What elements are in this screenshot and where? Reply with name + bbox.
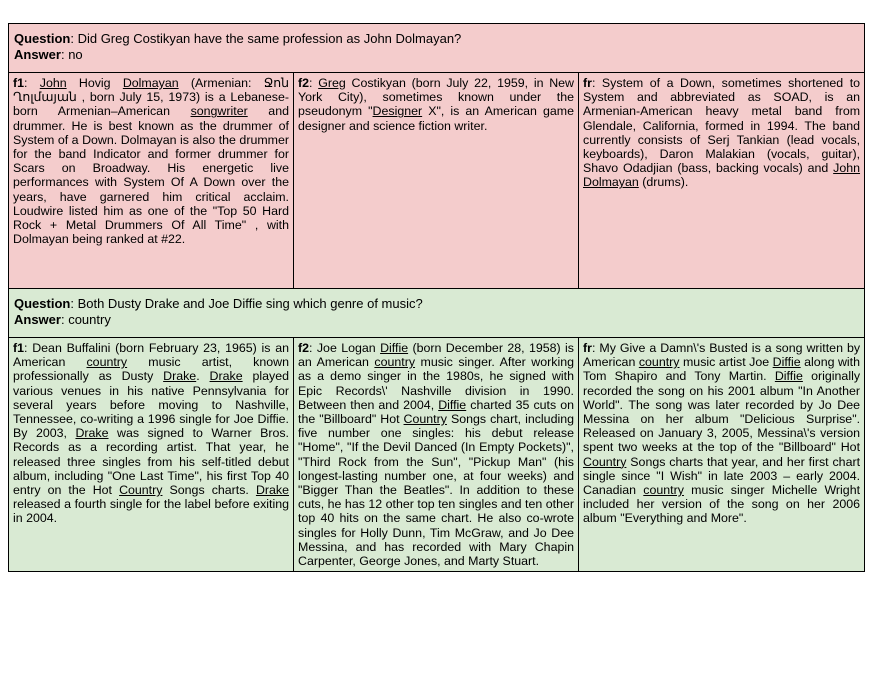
- linked-term: Diffie: [438, 397, 467, 412]
- qa-examples-table: [8, 23, 865, 572]
- fact-text: [583, 341, 860, 525]
- example-2-facts-row: [9, 338, 865, 572]
- fact-text-run: .: [196, 369, 210, 384]
- fact-text-run: and drummer. He is best known as the drummer of System of a Down. Dolmayan is also the drummer for the band Indicator and former drummer for Scars on Broadway. His energetic live performances with System Of A Down over the years, have garnered him critical acclaim. Loudwire listed him as one of the "Top 50 Hard Rock + Metal Drummers Of All Time" , with Dolmayan being ranked at #22.: [13, 104, 289, 247]
- fact-text-run: played various venues in his native Pennsylvania for several years before moving to Nashville, Tennessee, co-writing a 1996 single for Joe Diffie. By 2003,: [13, 369, 289, 441]
- linked-term: Country: [119, 483, 163, 498]
- fact-text: [583, 76, 860, 189]
- fact-text-run: :: [24, 76, 40, 90]
- linked-term: Drake: [209, 369, 243, 384]
- fact-text-run: (Armenian: Ջոն Ղոլմայան , born July 15, 1973) is a Lebanese-born Armenian–American: [13, 76, 289, 119]
- question-label: Question: [14, 31, 71, 46]
- fact-cell: [294, 338, 579, 572]
- linked-term: songwriter: [190, 104, 248, 119]
- qa-examples-figure: [8, 23, 864, 572]
- fact-text-run: (drums).: [638, 175, 689, 190]
- linked-term: country: [643, 483, 684, 498]
- fact-label: f1: [13, 76, 25, 90]
- fact-label: fr: [583, 341, 592, 355]
- answer-label: Answer: [14, 47, 61, 62]
- example-2-question-cell: Question: Both Dusty Drake and Joe Diffie sing which genre of music? Answer: country: [9, 289, 865, 338]
- fact-text: [298, 76, 574, 133]
- fact-cell: [579, 338, 865, 572]
- question-text: Both Dusty Drake and Joe Diffie sing which genre of music?: [77, 296, 423, 311]
- fact-text-run: released a fourth single for the label before exiting in 2004.: [13, 497, 289, 526]
- fact-text-run: Hovig: [66, 76, 123, 90]
- fact-text-run: was signed to Warner Bros. Records as a recording artist. That year, he released three singles from his self-titled debut album, including "One Last Time", his first Top 40 entry on the Hot: [13, 426, 289, 498]
- example-1-question-cell: Question: Did Greg Costikyan have the same profession as John Dolmayan? Answer: no: [9, 24, 865, 73]
- fact-text: [13, 341, 289, 525]
- fact-text-run: Songs chart, including five number one singles: his debut release "Home", "If the Devil Danced (In Empty Pockets)", "Third Rock from the Sun", "Pickup Man" (his longest-lasting number one, at four weeks) and "Bigger Than the Beatles". In addition to these cuts, he has 12 other top ten singles and ten other top 40 hits on the same chart. He also co-wrote singles for Holly Dunn, Tim McGraw, and Jo Dee Messina, and has recorded with Mary Chapin Carpenter, George Jones, and Marty Stuart.: [298, 412, 574, 569]
- fact-label: f2: [298, 341, 310, 355]
- fact-text-run: music artist, known professionally as Dusty: [13, 355, 290, 384]
- fact-cell: [9, 73, 294, 289]
- fact-text-run: music singer. After working as a demo singer in the 1980s, he signed with Epic Records\' Nashville division in 1990. Between then and 2004,: [298, 355, 574, 412]
- linked-term: country: [86, 355, 128, 370]
- fact-text-run: (born December 28, 1958) is an American: [298, 341, 574, 370]
- linked-term: Designer: [372, 104, 423, 119]
- fact-text-run: : System of a Down, sometimes shortened to System and abbreviated as SOAD, is an Armenian-American heavy metal band from Glendale, California, formed in 1994. The band currently consists of Serj Tankian (lead vocals, keyboards), Daron Malakian (vocals, guitar), Shavo Odadjian (bass, backing vocals) and: [583, 76, 861, 176]
- example-1-question-row: [9, 24, 865, 73]
- fact-cell: [294, 73, 579, 289]
- fact-text-run: Costikyan (born July 22, 1959, in New York City), sometimes known under the pseudonym ": [298, 76, 574, 119]
- example-1-facts-row: [9, 73, 865, 289]
- linked-term: Diffie: [774, 369, 803, 384]
- fact-label: f2: [298, 76, 310, 90]
- linked-term: Diffie: [380, 341, 409, 355]
- linked-term: Drake: [75, 426, 109, 441]
- linked-term: Country: [583, 454, 627, 469]
- fact-text-run: Songs charts that year, and her first chart single since "I Wish" in late 2003 – early 2004. Canadian: [583, 454, 861, 498]
- fact-text-run: Songs charts.: [162, 483, 256, 498]
- fact-text-run: originally recorded the song on his 2001 album "In Another World". The song was later recorded by Jo Dee Messina on her album "Delicious Surprise". Released on January 3, 2005, Messina\'s version spent two weeks at the top of the "Billboard" Hot: [583, 369, 861, 455]
- fact-cell: [9, 338, 294, 572]
- fact-text-run: : Dean Buffalini (born February 23, 1965) is an American: [13, 341, 289, 370]
- fact-text: [298, 341, 574, 568]
- fact-text-run: : My Give a Damn\'s Busted is a song written by American: [583, 341, 861, 370]
- linked-term: Drake: [163, 369, 197, 384]
- linked-term: country: [638, 355, 680, 370]
- linked-term: John: [39, 76, 67, 90]
- answer-text: country: [68, 312, 111, 327]
- fact-text-run: music singer Michelle Wright included her version of the song on her 2006 album "Everything and More".: [583, 483, 861, 526]
- fact-label: fr: [583, 76, 592, 90]
- question-text: Did Greg Costikyan have the same profession as John Dolmayan?: [77, 31, 462, 46]
- fact-text-run: :: [309, 76, 319, 90]
- linked-term: Diffie: [772, 355, 801, 370]
- linked-term: Greg: [318, 76, 346, 90]
- question-label: Question: [14, 296, 71, 311]
- example-2-question-row: [9, 289, 865, 338]
- fact-label: f1: [13, 341, 25, 355]
- linked-term: Drake: [255, 483, 289, 498]
- linked-term: John Dolmayan: [583, 161, 861, 190]
- fact-text-run: along with Tom Shapiro and Tony Martin.: [583, 355, 861, 384]
- fact-text-run: : Joe Logan: [309, 341, 381, 355]
- fact-text: [13, 76, 289, 246]
- linked-term: country: [374, 355, 416, 370]
- linked-term: Dolmayan: [122, 76, 179, 90]
- answer-text: no: [68, 47, 83, 62]
- fact-text-run: charted 35 cuts on the "Billboard" Hot: [298, 397, 574, 427]
- linked-term: Country: [403, 412, 447, 427]
- answer-label: Answer: [14, 312, 61, 327]
- fact-text-run: music artist Joe: [679, 355, 773, 370]
- fact-text-run: X", is an American game designer and science fiction writer.: [298, 104, 574, 133]
- fact-cell: [579, 73, 865, 289]
